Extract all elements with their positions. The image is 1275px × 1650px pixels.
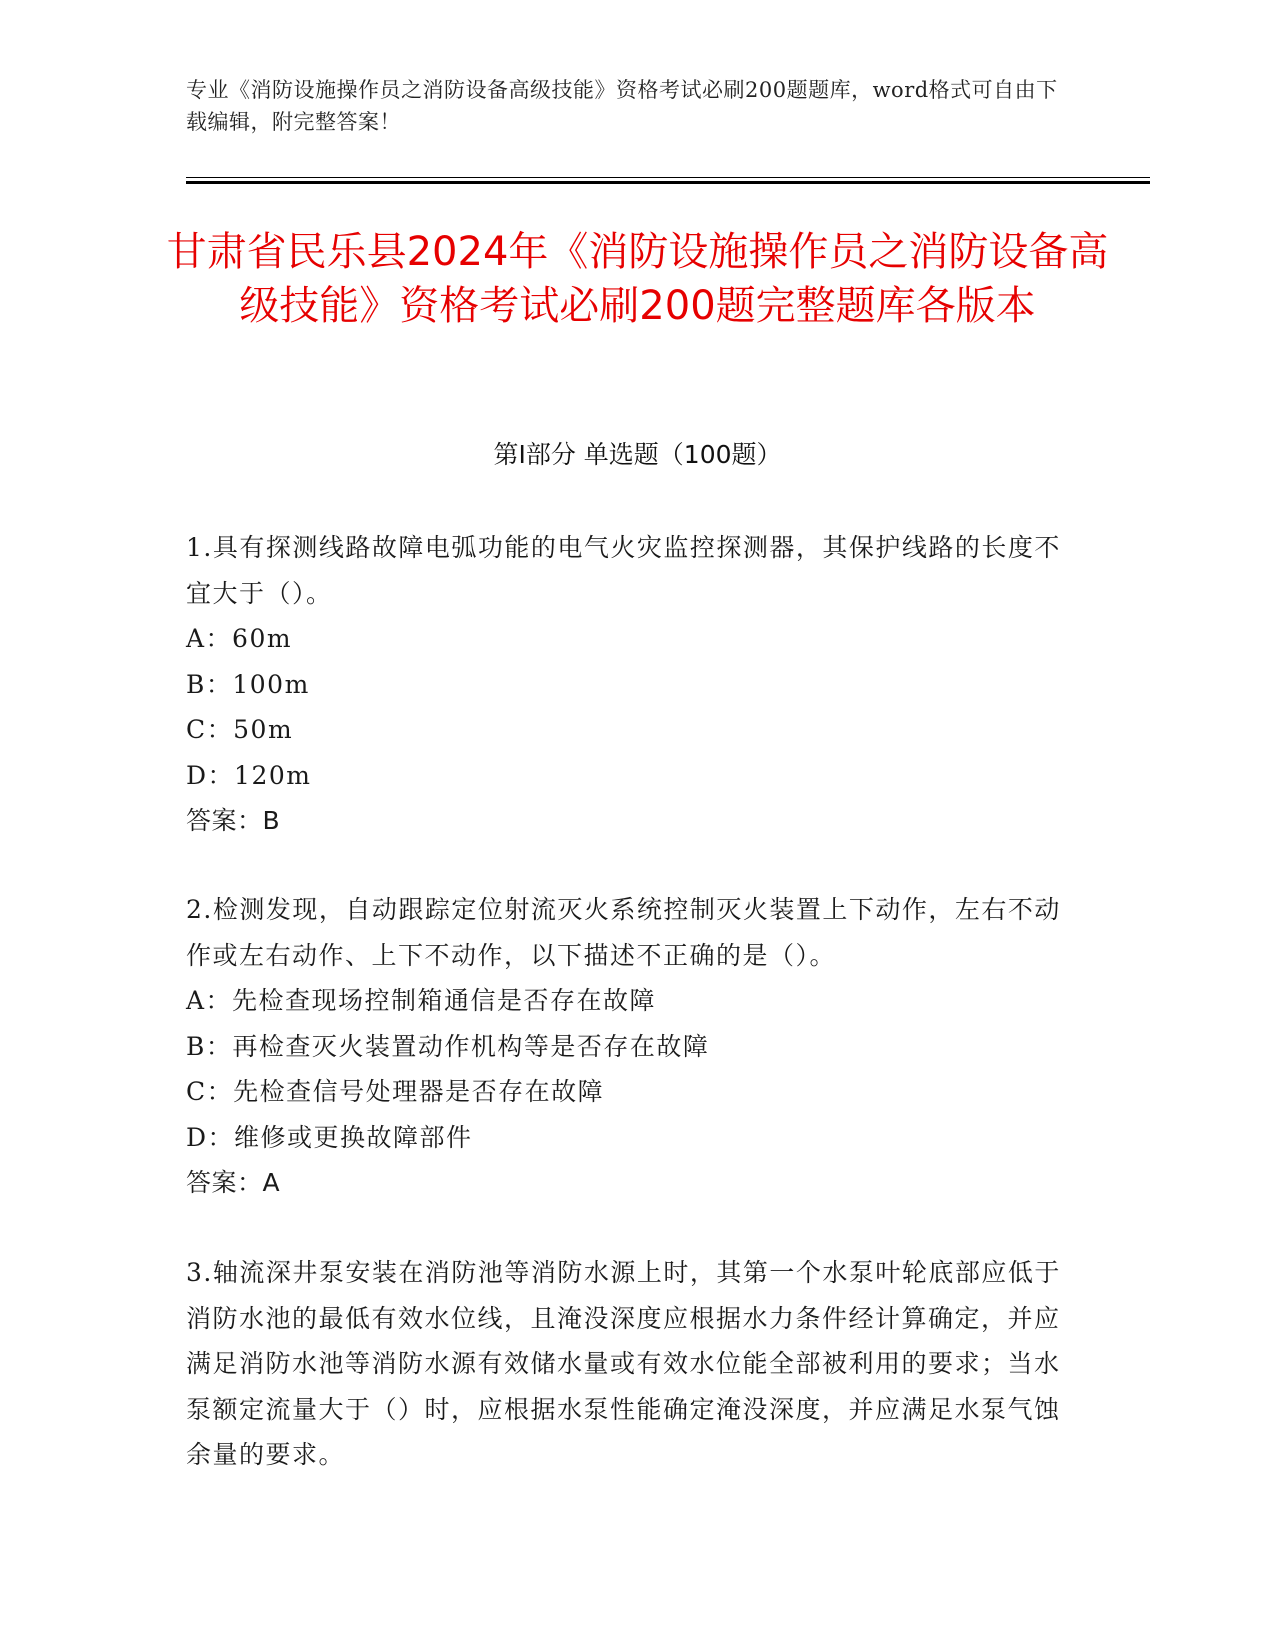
header-rule-thin <box>186 177 1150 178</box>
header-rule-thick <box>186 181 1150 184</box>
option-b: B：再检查灭火装置动作机构等是否存在故障 <box>186 1031 710 1061</box>
question-2 <box>186 887 1066 1206</box>
question-3 <box>186 1250 1066 1478</box>
section-title: 第I部分 单选题（100题） <box>493 440 782 469</box>
question-stem: 3.轴流深井泵安装在消防池等消防水源上时，其第一个水泵叶轮底部应低于消防水池的最低有效水位线，且淹没深度应根据水力条件经计算确定，并应满足消防水池等消防水源有效储水量或有效水位能全部被利用的要求；当水泵额定流量大于（）时，应根据水泵性能确定淹没深度，并应满足水泵气蚀余量的要求。 <box>186 1258 1061 1469</box>
option-b: B：100m <box>186 669 310 699</box>
option-c: C：50m <box>186 715 294 744</box>
document-title: 甘肃省民乐县2024年《消防设施操作员之消防设备高级技能》资格考试必刷200题完整题库各版本 <box>166 229 1109 329</box>
option-a: A：先检查现场控制箱通信是否存在故障 <box>186 986 657 1015</box>
question-stem: 2.检测发现，自动跟踪定位射流灭火系统控制灭火装置上下动作，左右不动作或左右动作、上下不动作，以下描述不正确的是（）。 <box>186 895 1061 970</box>
option-d: D：120m <box>186 760 312 790</box>
question-1 <box>186 525 1066 844</box>
question-stem: 1.具有探测线路故障电弧功能的电气火灾监控探测器，其保护线路的长度不宜大于（）。 <box>186 533 1061 608</box>
option-d: D：维修或更换故障部件 <box>186 1122 473 1152</box>
header-note: 专业《消防设施操作员之消防设备高级技能》资格考试必刷200题题库，word格式可自由下载编辑，附完整答案！ <box>186 78 1058 134</box>
option-c: C：先检查信号处理器是否存在故障 <box>186 1077 605 1106</box>
answer: 答案：B <box>186 806 281 835</box>
option-a: A：60m <box>186 624 293 653</box>
answer: 答案：A <box>186 1168 281 1197</box>
